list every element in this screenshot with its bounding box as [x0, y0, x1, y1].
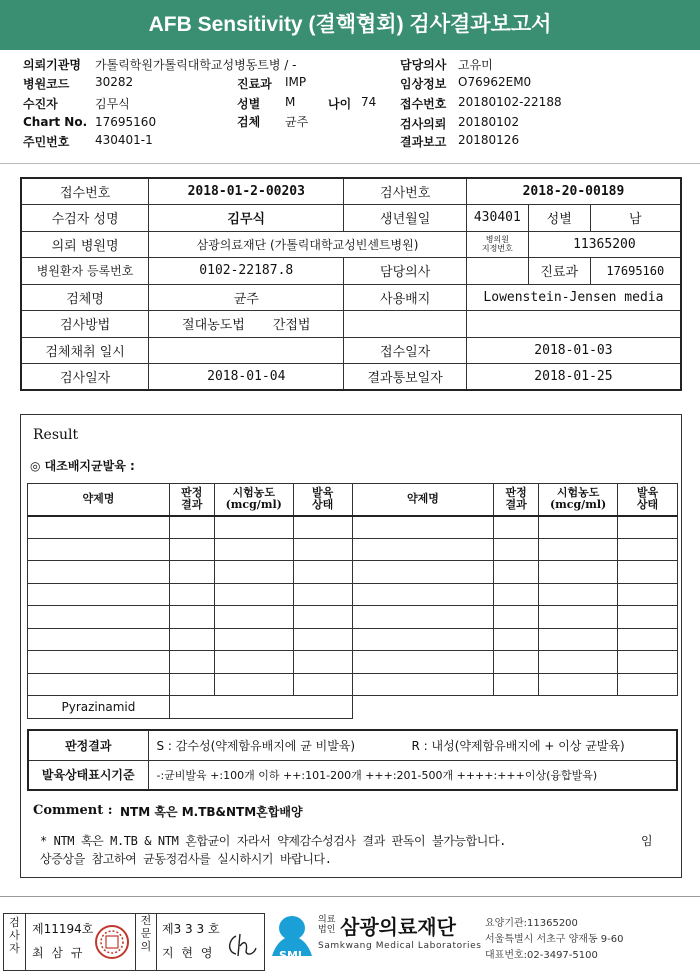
patient-name-label: 수검자 성명 — [21, 205, 149, 232]
drug-row — [28, 628, 678, 651]
drug-cell — [28, 606, 170, 629]
drug-row — [28, 516, 678, 539]
collect-label: 검체채취 일시 — [21, 337, 149, 364]
header-rrn: 주민번호 430401-1 — [23, 133, 153, 149]
drug-cell — [28, 628, 170, 651]
drug-cell — [352, 516, 494, 539]
birth: 430401 — [466, 205, 528, 232]
drug-cell — [352, 561, 494, 584]
header-chart-no: Chart No. 17695160 — [23, 115, 157, 129]
drug-cell — [352, 628, 494, 651]
drug-cell-empty — [352, 696, 677, 719]
col-drug-2: 약제명 — [352, 484, 494, 516]
drug-cell — [539, 606, 618, 629]
method-value: 절대농도법 간접법 — [149, 311, 344, 338]
control-growth-label: ◎ 대조배지균발육 : — [30, 459, 135, 473]
header-request-date: 검사의뢰 20180102 — [400, 115, 520, 131]
drug-name-pyrazinamid: Pyrazinamid — [28, 696, 170, 719]
drug-cell — [214, 561, 293, 584]
doctor-value — [466, 258, 528, 285]
drug-cell — [618, 538, 678, 561]
test-no: 2018-20-00189 — [466, 178, 681, 205]
col-judge-2: 판정 결과 — [494, 484, 539, 516]
inspector-license: 제11194호 — [32, 922, 94, 936]
header-report-date: 결과보고 20180126 — [400, 133, 520, 149]
drug-cell — [618, 628, 678, 651]
footer-address: 서울특별시 서초구 양재동 9-60 — [485, 934, 624, 945]
growth-legend-text: -:균비발육 +:100개 이하 ++:101-200개 +++:201-500개 ++++:+++이상(융합발육) — [148, 760, 677, 790]
drug-cell — [494, 673, 539, 696]
drug-cell — [293, 606, 352, 629]
drug-cell — [293, 538, 352, 561]
svg-text:SML: SML — [279, 949, 305, 962]
drug-cell — [539, 561, 618, 584]
header-age: 나이 74 — [328, 95, 377, 111]
collect-value — [149, 337, 344, 364]
drug-cell — [28, 651, 170, 674]
header-dept: 진료과 IMP — [237, 75, 307, 91]
drug-row — [28, 673, 678, 696]
drug-cell — [214, 516, 293, 539]
drug-cell — [618, 673, 678, 696]
signature-box — [3, 913, 265, 971]
drug-cell — [28, 583, 170, 606]
col-growth: 발육 상태 — [293, 484, 352, 516]
drug-row — [28, 583, 678, 606]
footer-phone: 대표번호:02-3497-5100 — [485, 950, 598, 961]
drug-cell — [214, 606, 293, 629]
drug-cell — [293, 516, 352, 539]
drug-cell — [169, 673, 214, 696]
header-institution: 의뢰기관명 가톨릭학원가톨릭대학교성병동트병 / - — [23, 58, 297, 72]
specialist-name: 지 현 영 — [162, 946, 215, 960]
header-divider — [0, 163, 700, 164]
reception-no-label: 접수번호 — [21, 178, 149, 205]
drug-cell — [494, 538, 539, 561]
dept-label: 진료과 — [528, 258, 590, 285]
header-specimen: 검체 균주 — [237, 115, 309, 129]
judge-legend-r: R : 내성(약제함유배지에 + 이상 균발육) — [404, 730, 677, 760]
drug-cell — [214, 673, 293, 696]
method-empty — [344, 311, 466, 338]
drug-cell — [618, 516, 678, 539]
drug-cell — [494, 583, 539, 606]
drug-cell — [28, 538, 170, 561]
patient-info-table — [20, 177, 682, 391]
drug-cell — [293, 673, 352, 696]
drug-cell — [169, 538, 214, 561]
drug-cell — [618, 583, 678, 606]
specimen-label: 검체명 — [21, 284, 149, 311]
drug-cell — [293, 561, 352, 584]
medium-label: 사용배지 — [344, 284, 466, 311]
drug-cell — [214, 538, 293, 561]
drug-cell — [28, 673, 170, 696]
drug-cell — [293, 651, 352, 674]
registration-no: 0102-22187.8 — [149, 258, 344, 285]
drug-cell — [539, 651, 618, 674]
drug-cell — [169, 696, 352, 719]
hospital-code-label: 병의원 지정번호 — [466, 231, 528, 258]
inspector-vertical-label: 검사자 — [4, 914, 26, 970]
drug-row — [28, 606, 678, 629]
col-drug: 약제명 — [28, 484, 170, 516]
header-patient: 수진자 김무식 — [23, 97, 130, 111]
drug-cell — [618, 651, 678, 674]
drug-row — [28, 561, 678, 584]
drug-cell — [494, 516, 539, 539]
header-sex: 성별 M — [237, 95, 296, 111]
hospital-name: 삼광의료재단 (가톨릭대학교성빈센트병원) — [149, 231, 467, 258]
testdate-label: 검사일자 — [21, 364, 149, 391]
drug-cell — [494, 651, 539, 674]
hospital-label: 의뢰 병원명 — [21, 231, 149, 258]
comment-line-1-end: 임 — [641, 834, 653, 848]
specialist-license: 제3 3 3 호 — [162, 922, 220, 936]
method-label: 검사방법 — [21, 311, 149, 338]
testdate-value: 2018-01-04 — [149, 364, 344, 391]
sml-logo-icon — [268, 912, 316, 968]
specimen-value: 균주 — [149, 284, 344, 311]
drug-row-pyrazinamid — [28, 696, 678, 719]
drug-cell — [494, 606, 539, 629]
inspector-seal — [94, 924, 130, 960]
reception-no: 2018-01-2-00203 — [149, 178, 344, 205]
header-reception-no: 접수번호 20180102-22188 — [400, 95, 562, 111]
drug-cell — [539, 583, 618, 606]
drug-cell — [293, 583, 352, 606]
dept-value: 17695160 — [590, 258, 681, 285]
header-clinical-info: 임상정보 O76962EM0 — [400, 75, 532, 91]
inspector-name: 최 삼 규 — [32, 946, 85, 960]
specialist-signature — [224, 930, 258, 960]
specialist-vertical-label: 전문의 — [135, 914, 157, 970]
drug-cell — [539, 628, 618, 651]
drug-cell — [494, 561, 539, 584]
registration-label: 병원환자 등록번호 — [21, 258, 149, 285]
drug-cell — [539, 673, 618, 696]
footer-agency-code: 요양기관:11365200 — [485, 918, 578, 929]
sex: 남 — [590, 205, 681, 232]
drug-row — [28, 651, 678, 674]
patient-name: 김무식 — [149, 205, 344, 232]
drug-cell — [352, 651, 494, 674]
judge-legend-s: S : 감수성(약제함유배지에 균 비발육) — [148, 730, 404, 760]
drug-cell — [169, 561, 214, 584]
drug-cell — [169, 606, 214, 629]
drug-cell — [539, 538, 618, 561]
drug-cell — [169, 516, 214, 539]
method-empty-2 — [466, 311, 681, 338]
drug-cell — [214, 651, 293, 674]
drug-cell — [539, 516, 618, 539]
header-doctor: 담당의사 고유미 — [400, 58, 493, 72]
drug-cell — [293, 628, 352, 651]
col-conc: 시험농도 (mcg/ml) — [214, 484, 293, 516]
notify-value: 2018-01-25 — [466, 364, 681, 391]
birth-label: 생년월일 — [344, 205, 466, 232]
comment-headline: NTM 혹은 M.TB&NTM혼합배양 — [120, 805, 303, 819]
footer-divider — [0, 896, 700, 897]
drug-cell — [494, 628, 539, 651]
drug-cell — [169, 628, 214, 651]
legend-table — [27, 729, 678, 791]
header-hospital-code: 병원코드 30282 — [23, 75, 134, 91]
drug-cell — [352, 583, 494, 606]
logo-main: 삼광의료재단 — [340, 915, 456, 939]
medium-value: Lowenstein-Jensen media — [466, 284, 681, 311]
notify-label: 결과통보일자 — [344, 364, 466, 391]
hospital-code: 11365200 — [528, 231, 681, 258]
drug-cell — [28, 516, 170, 539]
drug-cell — [352, 606, 494, 629]
col-judge: 판정 결과 — [169, 484, 214, 516]
comment-line-2: 상증상을 참고하여 균동정검사를 실시하시기 바랍니다. — [40, 852, 332, 866]
growth-legend-label: 발육상태표시기준 — [28, 760, 148, 790]
received-label: 접수일자 — [344, 337, 466, 364]
drug-cell — [352, 538, 494, 561]
sex-label: 성별 — [528, 205, 590, 232]
result-title: Result — [33, 427, 79, 443]
judge-legend-label: 판정결과 — [28, 730, 148, 760]
drug-cell — [352, 673, 494, 696]
col-growth-2: 발육 상태 — [618, 484, 678, 516]
drug-cell — [618, 561, 678, 584]
drug-cell — [618, 606, 678, 629]
drug-cell — [169, 583, 214, 606]
drug-cell — [169, 651, 214, 674]
drug-table — [27, 483, 678, 719]
doctor-label: 담당의사 — [344, 258, 466, 285]
received-value: 2018-01-03 — [466, 337, 681, 364]
drug-cell — [214, 628, 293, 651]
logo-subtitle: Samkwang Medical Laboratories — [318, 941, 482, 951]
drug-row — [28, 538, 678, 561]
logo-prefix: 의료 법인 — [318, 915, 336, 935]
report-title: AFB Sensitivity (결핵협회) 검사결과보고서 — [0, 0, 700, 50]
test-no-label: 검사번호 — [344, 178, 466, 205]
comment-label: Comment : — [33, 803, 113, 818]
drug-cell — [214, 583, 293, 606]
comment-line-1: * NTM 혹은 M.TB & NTM 혼합균이 자라서 약제감수성검사 결과 판독이 불가능합니다. — [40, 834, 506, 848]
drug-cell — [28, 561, 170, 584]
col-conc-2: 시험농도 (mcg/ml) — [539, 484, 618, 516]
